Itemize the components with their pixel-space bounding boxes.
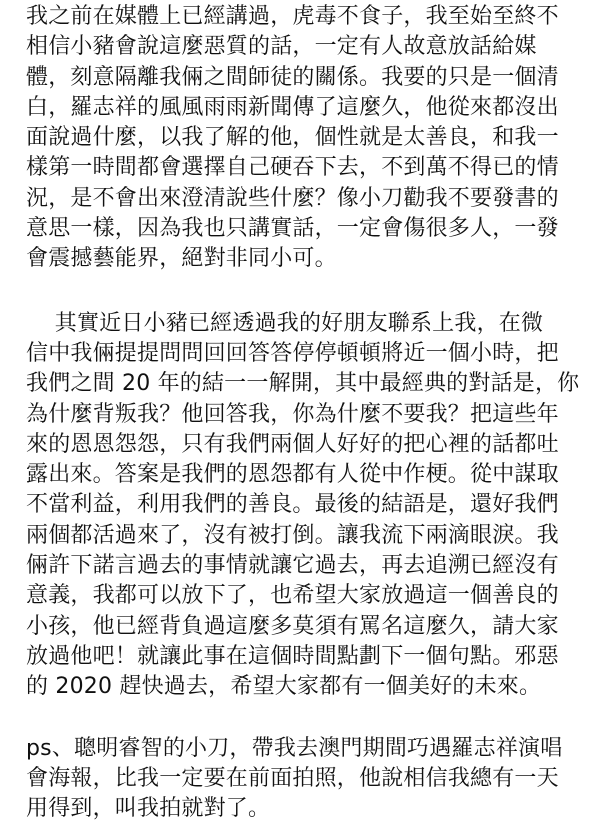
- text-line: 體，刻意隔離我倆之間師徒的關係。我要的只是一個清: [26, 64, 559, 90]
- text-line: 的 2020 趕快過去，希望大家都有一個美好的未來。: [26, 674, 542, 700]
- text-line: 信中我倆提提問問回回答答停停頓頓將近一個小時，把: [26, 340, 559, 366]
- text-line: 兩個都活過來了，沒有被打倒。讓我流下兩滴眼淚。我: [26, 522, 559, 548]
- text-line: 面說過什麼，以我了解的他，個性就是太善良，和我一: [26, 125, 559, 151]
- text-line: 來的恩恩怨怨，只有我們兩個人好好的把心裡的話都吐: [26, 431, 559, 457]
- text-line: 意義，我都可以放下了，也希望大家放過這一個善良的: [26, 583, 559, 609]
- text-line: 我們之間 20 年的結一一解開，其中最經典的對話是，你: [26, 371, 580, 397]
- text-line: 況，是不會出來澄清說些什麼？像小刀勸我不要發書的: [26, 185, 559, 211]
- text-line: 會震撼藝能界，絕對非同小可。: [26, 246, 337, 272]
- paragraph-3: [26, 734, 600, 824]
- text-line: 樣第一時間都會選擇自己硬吞下去，不到萬不得已的情: [26, 155, 559, 181]
- text-line: 倆許下諾言過去的事情就讓它過去，再去追溯已經沒有: [26, 553, 559, 579]
- paragraph-spacing: [26, 275, 600, 309]
- text-line: 放過他吧！就讓此事在這個時間點劃下一個句點。邪惡: [26, 643, 559, 669]
- text-line: 我之前在媒體上已經講過，虎毒不食子，我至始至終不: [26, 4, 559, 29]
- paragraph-spacing: [26, 703, 600, 734]
- text-line: 不當利益，利用我們的善良。最後的結語是，還好我們: [26, 492, 559, 518]
- paragraph-2: [26, 309, 600, 703]
- text-line: 會海報，比我一定要在前面拍照，他說相信我總有一天: [26, 765, 559, 791]
- text-line: 為什麼背叛我？他回答我，你為什麼不要我？把這些年: [26, 401, 559, 427]
- text-line: 意思一樣，因為我也只講實話，一定會傷很多人，一發: [26, 216, 559, 242]
- text-line: 其實近日小豬已經透過我的好朋友聯系上我，在微: [26, 310, 544, 336]
- text-line: ps、聰明睿智的小刀，帶我去澳門期間巧遇羅志祥演唱: [26, 735, 563, 761]
- text-line: 小孩，他已經背負過這麼多莫須有罵名這麼久，請大家: [26, 613, 559, 639]
- paragraph-1: [26, 2, 600, 275]
- text-line: 白，羅志祥的風風雨雨新聞傳了這麼久，他從來都沒出: [26, 94, 559, 120]
- text-line: 用得到，叫我拍就對了。: [26, 796, 271, 822]
- text-line: 露出來。答案是我們的恩怨都有人從中作梗。從中謀取: [26, 462, 559, 488]
- text-line: 相信小豬會說這麼惡質的話，一定有人故意放話給媒: [26, 34, 537, 60]
